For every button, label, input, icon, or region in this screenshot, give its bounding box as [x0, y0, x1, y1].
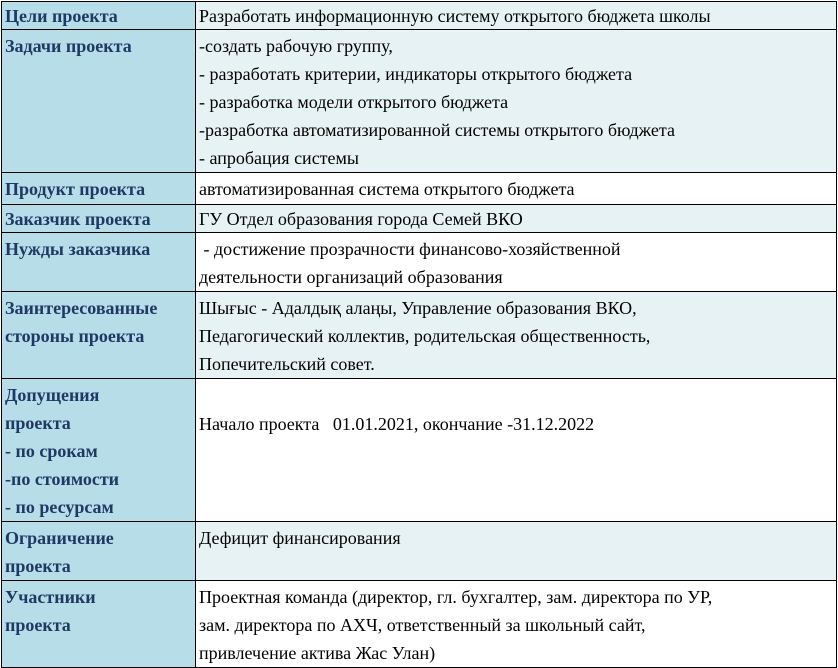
row-assumptions	[2, 379, 837, 522]
label-project-customer	[2, 205, 196, 233]
row-participants	[2, 581, 837, 668]
value-line: Начало проекта 01.01.2021, окончание -31.12.2022	[199, 414, 595, 434]
value-line: Проектная команда (директор, гл. бухгалтер, зам. директора по УР,	[199, 587, 713, 607]
label-line: - по срокам	[5, 441, 98, 461]
label-line: Участники	[5, 587, 96, 607]
value-line: деятельности организаций образования	[199, 267, 503, 287]
label-project-tasks	[2, 30, 196, 173]
value-line: - апробация системы	[199, 148, 360, 168]
row-limitations	[2, 522, 837, 581]
row-project-goals	[2, 2, 837, 30]
label-assumptions	[2, 379, 196, 522]
label-line: Цели проекта	[5, 6, 118, 26]
label-customer-needs	[2, 233, 196, 292]
value-project-goals	[196, 2, 837, 30]
label-line: Заинтересованные	[5, 298, 158, 318]
value-stakeholders	[196, 292, 837, 379]
label-line: - по ресурсам	[5, 497, 114, 517]
value-line: - разработать критерии, индикаторы открытого бюджета	[199, 64, 633, 84]
label-line: Продукт проекта	[5, 179, 146, 199]
value-line: Попечительский совет.	[199, 354, 375, 374]
value-assumptions	[196, 379, 837, 522]
value-participants	[196, 581, 837, 668]
value-line: Педагогический коллектив, родительская общественность,	[199, 326, 651, 346]
value-line: -создать рабочую группу,	[199, 36, 393, 56]
value-customer-needs	[196, 233, 837, 292]
label-project-product	[2, 173, 196, 205]
row-customer-needs	[2, 233, 837, 292]
label-line: -по стоимости	[5, 469, 120, 489]
label-line: проекта	[5, 556, 71, 576]
value-project-customer	[196, 205, 837, 233]
value-line: привлечение актива Жас Улан)	[199, 643, 436, 663]
row-project-product	[2, 173, 837, 205]
value-line: ГУ Отдел образования города Семей ВКО	[199, 209, 523, 229]
label-project-goals	[2, 2, 196, 30]
label-line: проекта	[5, 413, 71, 433]
value-line: - разработка модели открытого бюджета	[199, 92, 509, 112]
label-line: Заказчик проекта	[5, 209, 151, 229]
row-stakeholders	[2, 292, 837, 379]
project-passport-table	[1, 1, 837, 668]
value-line: автоматизированная система открытого бюджета	[199, 179, 575, 199]
value-project-product	[196, 173, 837, 205]
label-line: Допущения	[5, 385, 100, 405]
label-stakeholders	[2, 292, 196, 379]
row-project-tasks	[2, 30, 837, 173]
value-project-tasks	[196, 30, 837, 173]
value-line: Шығыс - Адалдық алаңы, Управление образования ВКО,	[199, 298, 637, 318]
value-line: -разработка автоматизированной системы открытого бюджета	[199, 120, 675, 140]
value-line: зам. директора по АХЧ, ответственный за школьный сайт,	[199, 615, 646, 635]
label-line: Задачи проекта	[5, 36, 132, 56]
label-limitations	[2, 522, 196, 581]
label-line: проекта	[5, 615, 71, 635]
label-line: стороны проекта	[5, 326, 145, 346]
value-limitations	[196, 522, 837, 581]
value-line: - достижение прозрачности финансово-хозяйственной	[199, 239, 621, 259]
label-line: Нужды заказчика	[5, 239, 151, 259]
row-project-customer	[2, 205, 837, 233]
value-line: Дефицит финансирования	[199, 528, 401, 548]
value-line: Разработать информационную систему открытого бюджета школы	[199, 6, 711, 26]
label-participants	[2, 581, 196, 668]
label-line: Ограничение	[5, 528, 114, 548]
